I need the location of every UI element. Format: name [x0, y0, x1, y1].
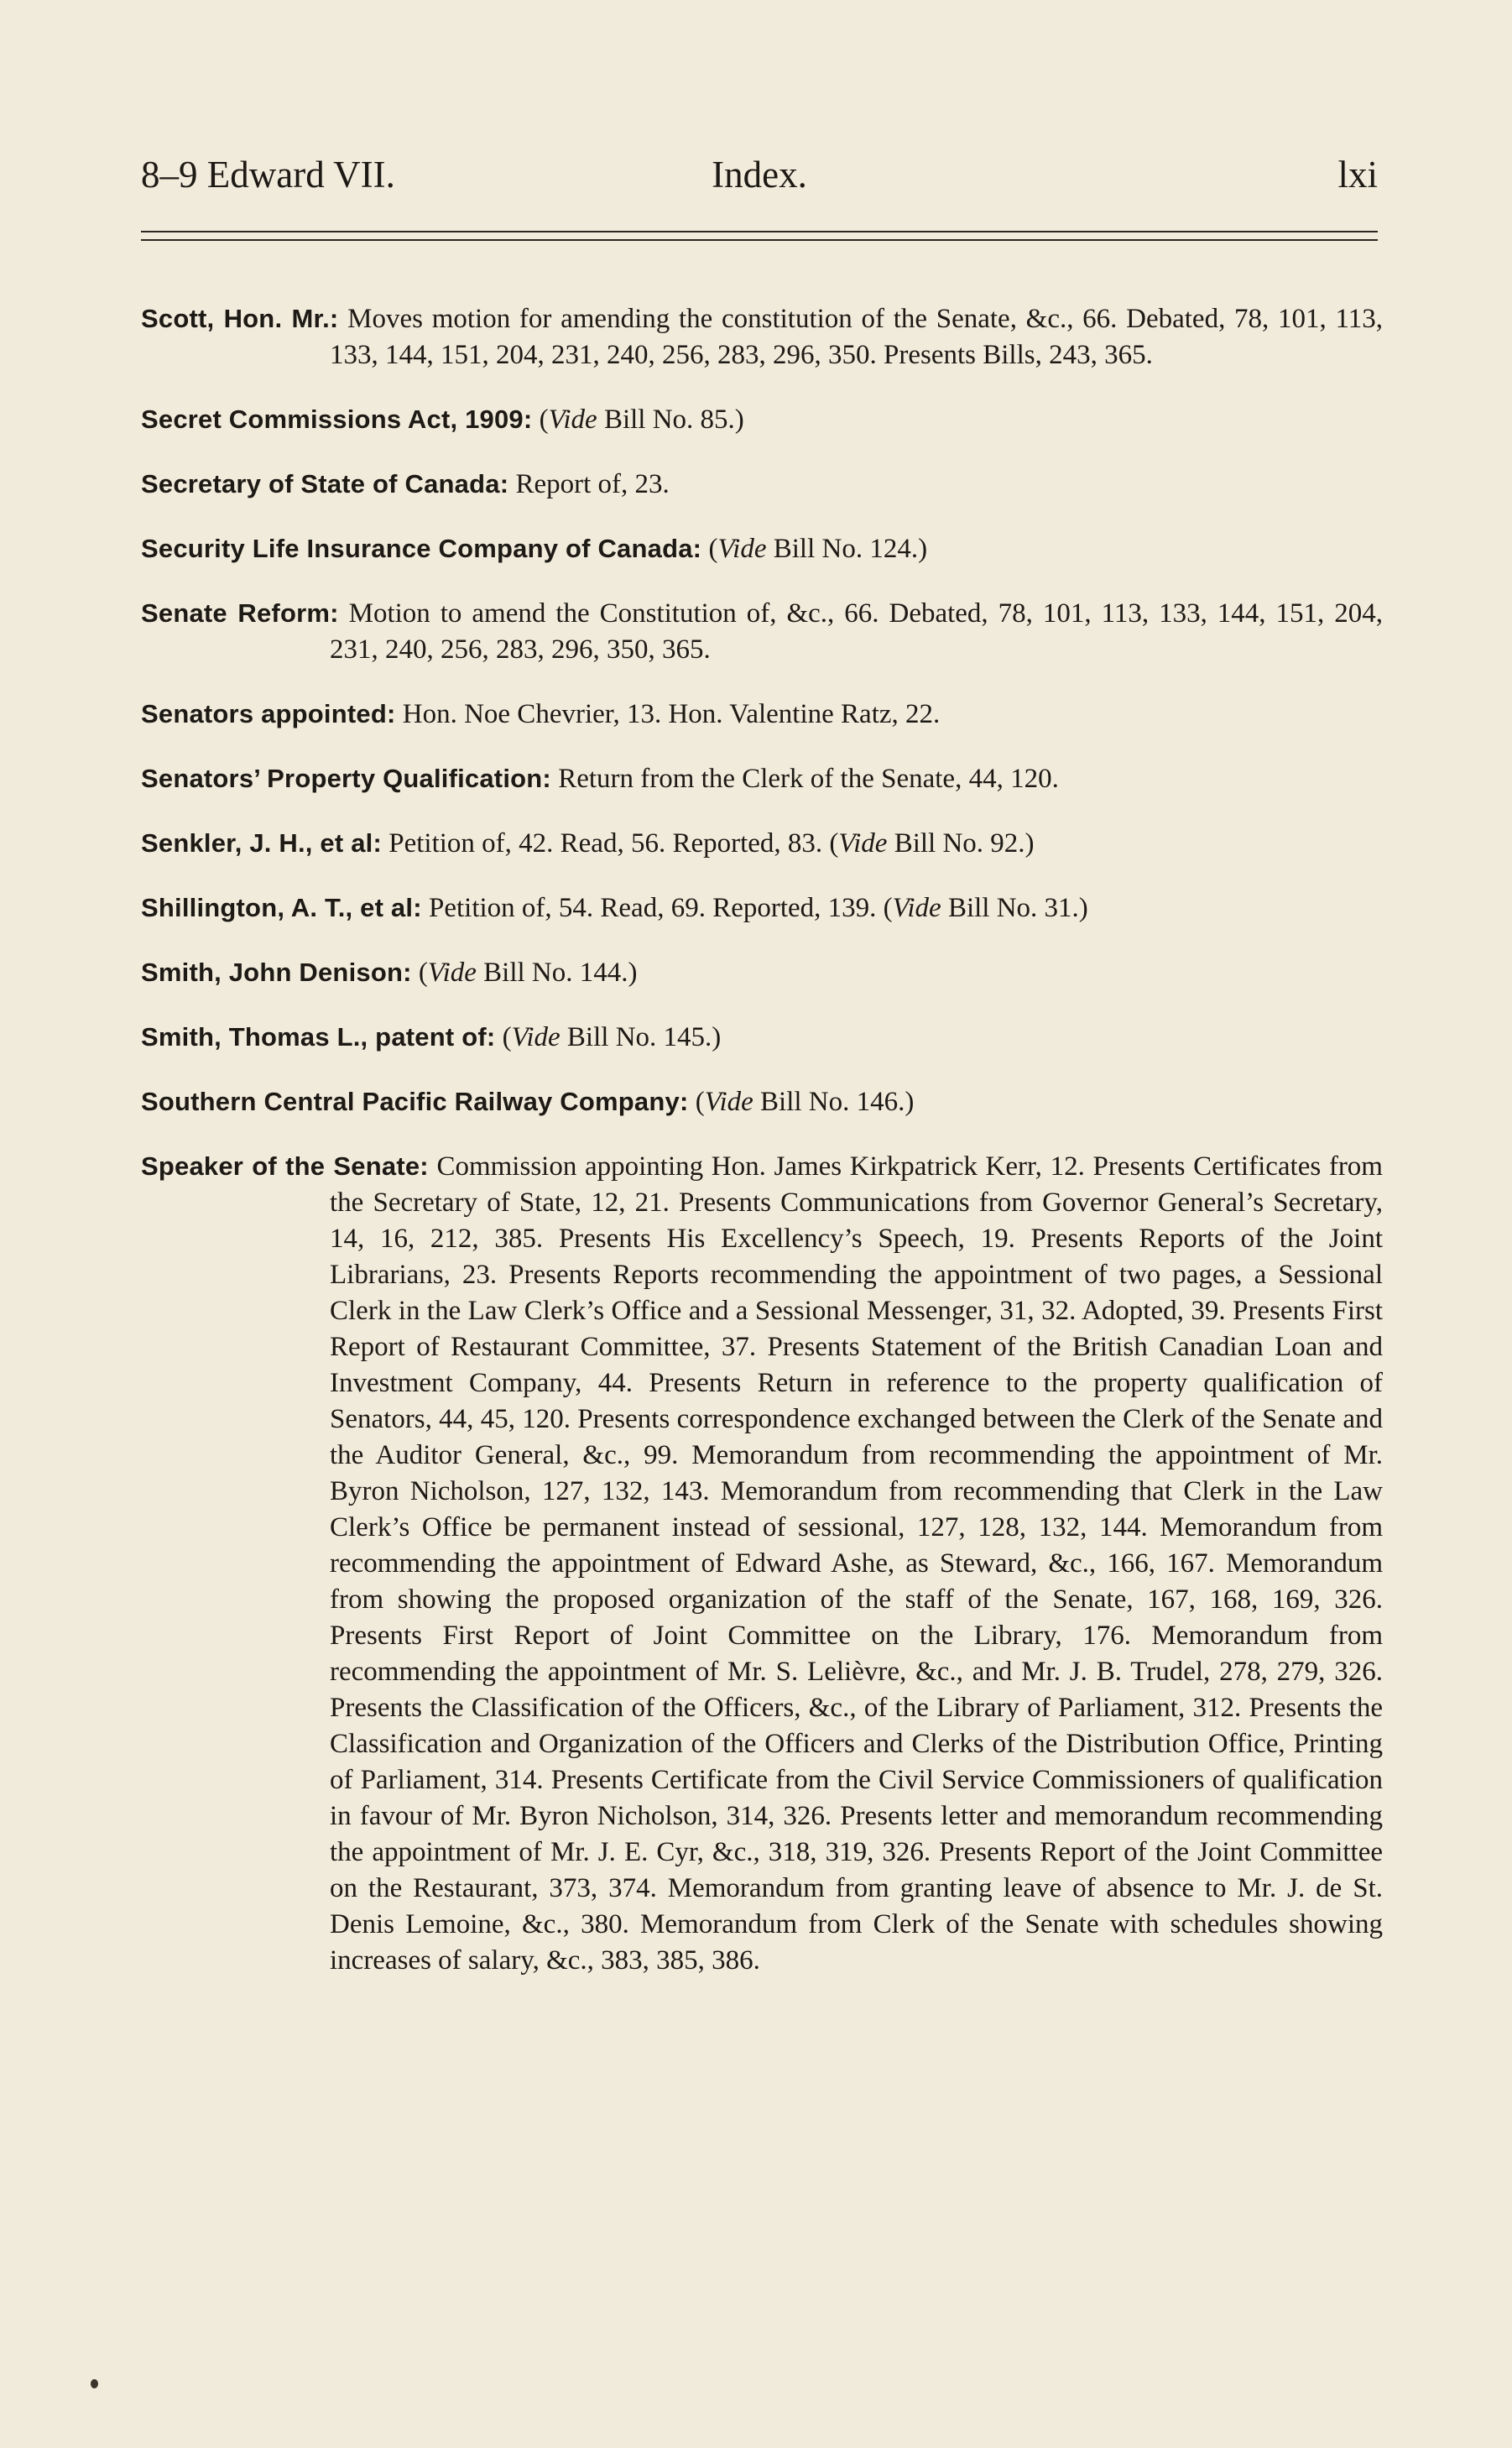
- entry-text: Moves motion for amending the constitution of the Senate, &c., 66. Debated, 78, 101, 113, 133, 144, 151, 204, 231, 240, 256, 283, 296, 350. Presents Bills, 243, 365.: [330, 304, 1383, 370]
- entry-colon: :: [403, 958, 412, 987]
- entry-heading: Senkler, J. H., et al: [141, 828, 373, 858]
- entry-colon: :: [413, 893, 422, 922]
- entry-text: Bill No. 85.): [597, 405, 744, 435]
- header-title: Index.: [712, 154, 807, 196]
- vide-ref: Vide: [717, 534, 767, 564]
- entry-colon: :: [373, 828, 382, 858]
- entry-colon: :: [329, 304, 339, 333]
- ink-mark: [91, 2379, 98, 2388]
- entry-heading: Senators’ Property Qualification: [141, 764, 543, 793]
- vide-ref: Vide: [892, 893, 941, 923]
- entry-heading: Secretary of State of Canada: [141, 469, 500, 498]
- entry-text: Bill No. 146.): [753, 1087, 915, 1117]
- entry-text: Bill No. 144.): [476, 958, 638, 988]
- index-entry: [141, 890, 1383, 926]
- vide-ref: Vide: [704, 1087, 753, 1117]
- entry-text: Motion to amend the Constitution of, &c., 66. Debated, 78, 101, 113, 133, 144, 151, 204, 231, 240, 256, 283, 296, 350, 365.: [330, 598, 1383, 665]
- entry-colon: :: [386, 699, 396, 728]
- entry-colon: :: [420, 1151, 429, 1181]
- entry-heading: Speaker of the Senate: [141, 1151, 420, 1181]
- index-entries: [141, 273, 1383, 2003]
- index-entry: [141, 401, 1383, 438]
- entry-heading: Smith, John Denison: [141, 958, 404, 987]
- entry-heading: Senate Reform: [141, 598, 331, 628]
- vide-ref: Vide: [548, 405, 597, 435]
- entry-text: Bill No. 124.): [766, 534, 928, 564]
- entry-colon: :: [486, 1022, 496, 1052]
- entry-colon: :: [679, 1087, 689, 1116]
- entry-colon: :: [523, 405, 533, 434]
- entry-heading: Southern Central Pacific Railway Company: [141, 1087, 680, 1116]
- entry-colon: :: [542, 764, 551, 793]
- entry-text: (: [495, 1022, 512, 1052]
- entry-heading: Smith, Thomas L., patent of: [141, 1022, 487, 1052]
- entry-text: Bill No. 92.): [887, 828, 1035, 859]
- index-entry: [141, 466, 1383, 503]
- index-entry: [141, 825, 1383, 862]
- entry-text: (: [701, 534, 718, 564]
- index-entry: [141, 300, 1383, 373]
- index-entry: [141, 1083, 1383, 1120]
- index-entry: [141, 760, 1383, 797]
- entry-text: Commission appointing Hon. James Kirkpatrick Kerr, 12. Presents Certificates from the Secretary of State, 12, 21. Presents Communications from Governor General’s Secretary, 14, 16, 212, 385. Presents His Excellency’s Speech, 19. Presents Reports of the Joint Librarians, 23. Presents Reports recommending the appointment of two pages, a Sessional Clerk in the Law Clerk’s Office and a Sessional Messenger, 31, 32. Adopted, 39. Presents First Report of Restaurant Committee, 37. Presents Statement of the British Canadian Loan and Investment Company, 44. Presents Return in reference to the property qualification of Senators, 44, 45, 120. Presents correspondence exchanged between the Clerk of the Senate and the Auditor General, &c., 99. Memorandum from recommending the appointment of Mr. Byron Nicholson, 127, 132, 143. Memorandum from recommending that Clerk in the Law Clerk’s Office be permanent instead of sessional, 127, 128, 132, 144. Memorandum from recommending the appointment of Edward Ashe, as Steward, &c., 166, 167. Memorandum from showing the proposed organization of the staff of the Senate, 167, 168, 169, 326. Presents First Report of Joint Committee on the Library, 176. Memorandum from recommending the appointment of Mr. S. Lelièvre, &c., and Mr. J. B. Trudel, 278, 279, 326. Presents the Classification of the Officers, &c., of the Library of Parliament, 312. Presents the Classification and Organization of the Officers and Clerks of the Distribution Office, Printing of Parliament, 314. Presents Certificate from the Civil Service Commissioners of qualification in favour of Mr. Byron Nicholson, 314, 326. Presents letter and memorandum recommending the appointment of Mr. J. E. Cyr, &c., 318, 319, 326. Presents Report of the Joint Committee on the Restaurant, 373, 374. Memorandum from granting leave of absence to Mr. J. de St. Denis Lemoine, &c., 380. Memorandum from Clerk of the Senate with schedules showing increases of salary, &c., 383, 385, 386.: [330, 1151, 1383, 1976]
- entry-text: (: [411, 958, 428, 988]
- vide-ref: Vide: [511, 1022, 560, 1052]
- header-volume: 8–9 Edward VII.: [141, 154, 395, 196]
- entry-text: Petition of, 54. Read, 69. Reported, 139. (: [421, 893, 893, 923]
- entry-colon: :: [499, 469, 509, 498]
- vide-ref: Vide: [838, 828, 888, 859]
- header-rule-bottom: [141, 239, 1378, 241]
- running-header: [141, 149, 1378, 200]
- index-entry: [141, 530, 1383, 567]
- entry-text: (: [532, 405, 549, 435]
- page-number: lxi: [1337, 154, 1378, 196]
- vide-ref: Vide: [427, 958, 477, 988]
- entry-heading: Senators appointed: [141, 699, 387, 728]
- index-entry: [141, 696, 1383, 733]
- entry-text: Return from the Clerk of the Senate, 44, 120.: [550, 764, 1059, 794]
- entry-text: Report of, 23.: [508, 469, 670, 499]
- index-entry: [141, 1019, 1383, 1056]
- entry-heading: Security Life Insurance Company of Canada: [141, 534, 693, 563]
- entry-colon: :: [330, 598, 339, 628]
- entry-colon: :: [692, 534, 702, 563]
- index-entry: [141, 1148, 1383, 1979]
- header-rule-top: [141, 231, 1378, 232]
- entry-heading: Secret Commissions Act, 1909: [141, 405, 524, 434]
- entry-text: Bill No. 145.): [560, 1022, 722, 1052]
- entry-text: Bill No. 31.): [941, 893, 1088, 923]
- entry-text: Hon. Noe Chevrier, 13. Hon. Valentine Ratz, 22.: [395, 699, 941, 729]
- entry-text: Petition of, 42. Read, 56. Reported, 83. (: [381, 828, 839, 859]
- entry-heading: Shillington, A. T., et al: [141, 893, 414, 922]
- entry-heading: Scott, Hon. Mr.: [141, 304, 330, 333]
- index-entry: [141, 595, 1383, 668]
- index-entry: [141, 954, 1383, 991]
- entry-text: (: [688, 1087, 705, 1117]
